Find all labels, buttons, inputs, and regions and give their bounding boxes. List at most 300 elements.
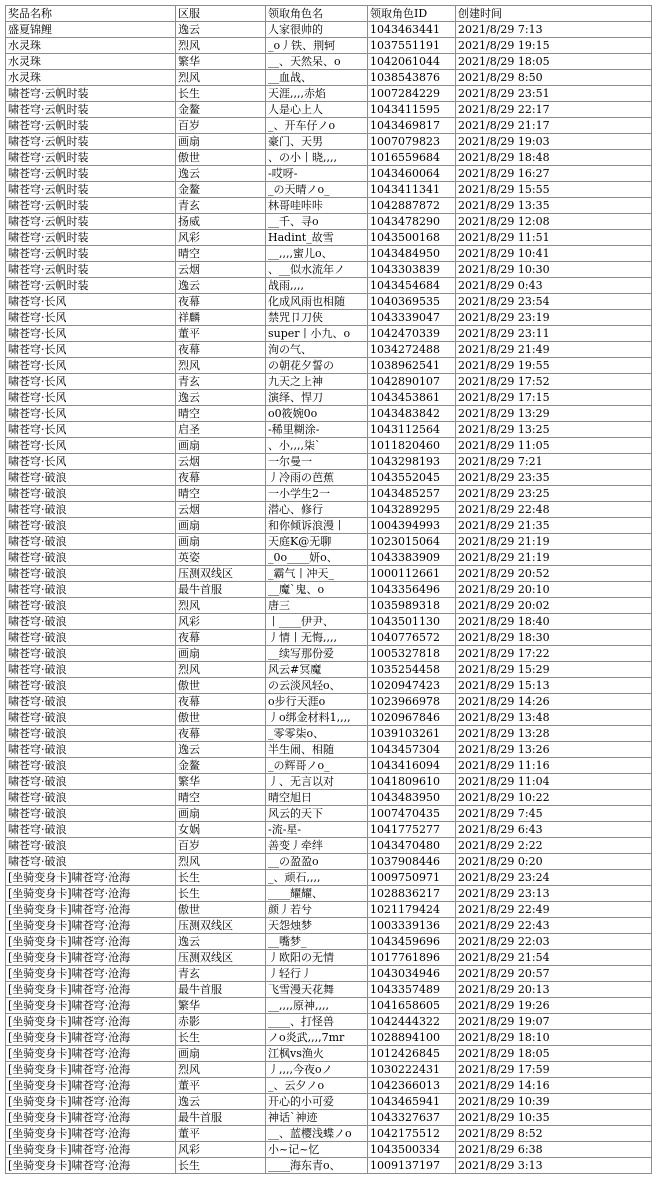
- cell-created-time: 2021/8/29 11:16: [456, 758, 652, 774]
- cell-server: 风彩: [176, 614, 266, 630]
- cell-server: 压测双线区: [176, 566, 266, 582]
- cell-prize-name: 啸苍穹·破浪: [6, 598, 176, 614]
- cell-server: 晴空: [176, 406, 266, 422]
- cell-created-time: 2021/8/29 8:50: [456, 70, 652, 86]
- cell-created-time: 2021/8/29 18:05: [456, 1046, 652, 1062]
- table-row: [6, 934, 652, 950]
- cell-role-name: 潜心、修行: [266, 502, 368, 518]
- cell-created-time: 2021/8/29 6:43: [456, 822, 652, 838]
- cell-server: 繁华: [176, 54, 266, 70]
- cell-server: 夜幕: [176, 630, 266, 646]
- table-row: [6, 214, 652, 230]
- cell-server: 夜幕: [176, 694, 266, 710]
- cell-role-name: 丿轻行丿: [266, 966, 368, 982]
- table-row: [6, 454, 652, 470]
- cell-prize-name: 啸苍穹·破浪: [6, 630, 176, 646]
- cell-role-id: 1043356496: [368, 582, 456, 598]
- cell-created-time: 2021/8/29 21:19: [456, 550, 652, 566]
- cell-role-id: 1017761896: [368, 950, 456, 966]
- cell-created-time: 2021/8/29 15:13: [456, 678, 652, 694]
- cell-created-time: 2021/8/29 22:17: [456, 102, 652, 118]
- cell-role-name: -流-星-: [266, 822, 368, 838]
- cell-prize-name: 啸苍穹·破浪: [6, 790, 176, 806]
- cell-role-name: __魔`鬼、o: [266, 582, 368, 598]
- cell-created-time: 2021/8/29 7:21: [456, 454, 652, 470]
- cell-server: 金鳌: [176, 182, 266, 198]
- cell-server: 画扇: [176, 806, 266, 822]
- cell-prize-name: [坐骑变身卡]啸苍穹·沧海: [6, 1110, 176, 1126]
- table-row: [6, 790, 652, 806]
- cell-role-id: 1043552045: [368, 470, 456, 486]
- cell-role-id: 1028894100: [368, 1030, 456, 1046]
- table-row: [6, 294, 652, 310]
- cell-role-id: 1035254458: [368, 662, 456, 678]
- cell-server: 董平: [176, 326, 266, 342]
- cell-created-time: 2021/8/29 18:48: [456, 150, 652, 166]
- cell-server: 最牛首服: [176, 1110, 266, 1126]
- cell-prize-name: 啸苍穹·破浪: [6, 486, 176, 502]
- cell-role-name: 和你倾诉浪漫丨: [266, 518, 368, 534]
- cell-server: 最牛首服: [176, 982, 266, 998]
- cell-role-id: 1007284229: [368, 86, 456, 102]
- cell-role-name: __,,,,蜜儿o、: [266, 246, 368, 262]
- table-row: [6, 614, 652, 630]
- table-row: [6, 726, 652, 742]
- cell-role-name: 人家很帅的: [266, 22, 368, 38]
- cell-role-id: 1043484950: [368, 246, 456, 262]
- cell-created-time: 2021/8/29 22:49: [456, 902, 652, 918]
- cell-created-time: 2021/8/29 12:08: [456, 214, 652, 230]
- cell-server: 逸云: [176, 22, 266, 38]
- cell-server: 画扇: [176, 534, 266, 550]
- cell-created-time: 2021/8/29 21:17: [456, 118, 652, 134]
- cell-role-name: 一尔曼一: [266, 454, 368, 470]
- table-row: [6, 486, 652, 502]
- cell-role-id: 1043339047: [368, 310, 456, 326]
- table-row: [6, 1142, 652, 1158]
- cell-created-time: 2021/8/29 23:51: [456, 86, 652, 102]
- cell-role-name: 半生闹、相随: [266, 742, 368, 758]
- cell-role-id: 1043411341: [368, 182, 456, 198]
- cell-prize-name: [坐骑变身卡]啸苍穹·沧海: [6, 902, 176, 918]
- cell-created-time: 2021/8/29 11:04: [456, 774, 652, 790]
- cell-server: 长生: [176, 1030, 266, 1046]
- cell-created-time: 2021/8/29 20:57: [456, 966, 652, 982]
- cell-role-name: 风云#冥魔: [266, 662, 368, 678]
- cell-created-time: 2021/8/29 19:55: [456, 358, 652, 374]
- table-row: [6, 1110, 652, 1126]
- cell-role-name: 颜丿若兮: [266, 902, 368, 918]
- cell-server: 压测双线区: [176, 918, 266, 934]
- cell-prize-name: [坐骑变身卡]啸苍穹·沧海: [6, 950, 176, 966]
- table-row: [6, 422, 652, 438]
- table-row: [6, 998, 652, 1014]
- cell-created-time: 2021/8/29 10:22: [456, 790, 652, 806]
- cell-prize-name: 啸苍穹·长风: [6, 438, 176, 454]
- cell-role-name: 晴空旭日: [266, 790, 368, 806]
- cell-role-id: 1007079823: [368, 134, 456, 150]
- cell-prize-name: 啸苍穹·破浪: [6, 518, 176, 534]
- table-row: [6, 182, 652, 198]
- cell-prize-name: [坐骑变身卡]啸苍穹·沧海: [6, 1158, 176, 1174]
- cell-prize-name: 啸苍穹·云帆时装: [6, 246, 176, 262]
- cell-role-name: __血战、: [266, 70, 368, 86]
- cell-prize-name: 啸苍穹·破浪: [6, 854, 176, 870]
- table-row: [6, 246, 652, 262]
- cell-role-id: 1020947423: [368, 678, 456, 694]
- cell-created-time: 2021/8/29 0:20: [456, 854, 652, 870]
- table-row: [6, 374, 652, 390]
- cell-server: 夜幕: [176, 726, 266, 742]
- table-row: [6, 902, 652, 918]
- cell-role-name: __嘴梦_: [266, 934, 368, 950]
- cell-server: 逸云: [176, 934, 266, 950]
- cell-role-name: 丿情丨无悔,,,,: [266, 630, 368, 646]
- cell-created-time: 2021/8/29 10:30: [456, 262, 652, 278]
- cell-role-id: 1034272488: [368, 342, 456, 358]
- cell-role-name: 善变丿牵绊: [266, 838, 368, 854]
- table-row: [6, 1094, 652, 1110]
- cell-role-id: 1041809610: [368, 774, 456, 790]
- cell-role-id: 1043357489: [368, 982, 456, 998]
- cell-prize-name: 啸苍穹·长风: [6, 374, 176, 390]
- cell-prize-name: [坐骑变身卡]啸苍穹·沧海: [6, 1014, 176, 1030]
- table-row: [6, 406, 652, 422]
- cell-role-id: 1042444322: [368, 1014, 456, 1030]
- cell-created-time: 2021/8/29 19:15: [456, 38, 652, 54]
- cell-role-name: の朝花夕誓の: [266, 358, 368, 374]
- cell-role-name: 天庭K@无聊: [266, 534, 368, 550]
- cell-role-id: 1043457304: [368, 742, 456, 758]
- cell-role-id: 1043478290: [368, 214, 456, 230]
- cell-prize-name: 啸苍穹·云帆时装: [6, 102, 176, 118]
- cell-role-id: 1012426845: [368, 1046, 456, 1062]
- cell-role-name: 丿,,,,今夜oノ: [266, 1062, 368, 1078]
- cell-created-time: 2021/8/29 17:52: [456, 374, 652, 390]
- cell-created-time: 2021/8/29 11:51: [456, 230, 652, 246]
- cell-created-time: 2021/8/29 23:24: [456, 870, 652, 886]
- cell-created-time: 2021/8/29 17:22: [456, 646, 652, 662]
- cell-server: 画扇: [176, 438, 266, 454]
- cell-role-name: __千、寻o: [266, 214, 368, 230]
- cell-prize-name: 啸苍穹·长风: [6, 358, 176, 374]
- cell-role-name: 神话`神迹: [266, 1110, 368, 1126]
- cell-created-time: 2021/8/29 23:35: [456, 470, 652, 486]
- cell-server: 青玄: [176, 374, 266, 390]
- cell-server: 逸云: [176, 742, 266, 758]
- cell-role-name: ____、打怪兽: [266, 1014, 368, 1030]
- cell-created-time: 2021/8/29 17:59: [456, 1062, 652, 1078]
- table-row: [6, 230, 652, 246]
- cell-role-name: -稀里糊涂-: [266, 422, 368, 438]
- cell-server: 董平: [176, 1078, 266, 1094]
- table-row: [6, 694, 652, 710]
- cell-role-id: 1043453861: [368, 390, 456, 406]
- cell-server: 夜幕: [176, 342, 266, 358]
- cell-role-name: 丿、无言以对: [266, 774, 368, 790]
- cell-role-id: 1043034946: [368, 966, 456, 982]
- cell-prize-name: [坐骑变身卡]啸苍穹·沧海: [6, 1062, 176, 1078]
- table-row: [6, 438, 652, 454]
- cell-created-time: 2021/8/29 22:03: [456, 934, 652, 950]
- cell-server: 傲世: [176, 678, 266, 694]
- cell-role-name: o步行天涯o: [266, 694, 368, 710]
- table-row: [6, 550, 652, 566]
- cell-role-name: の云淡风轻o、: [266, 678, 368, 694]
- cell-prize-name: 啸苍穹·长风: [6, 454, 176, 470]
- cell-created-time: 2021/8/29 23:25: [456, 486, 652, 502]
- header-row: [6, 6, 652, 22]
- cell-server: 逸云: [176, 390, 266, 406]
- cell-role-name: _o丿铁、荆轲: [266, 38, 368, 54]
- cell-created-time: 2021/8/29 6:38: [456, 1142, 652, 1158]
- table-row: [6, 150, 652, 166]
- cell-role-id: 1042175512: [368, 1126, 456, 1142]
- cell-role-id: 1042061044: [368, 54, 456, 70]
- cell-created-time: 2021/8/29 19:03: [456, 134, 652, 150]
- cell-server: 晴空: [176, 790, 266, 806]
- cell-role-name: -哎呀-: [266, 166, 368, 182]
- table-row: [6, 262, 652, 278]
- cell-role-name: 人是心上人: [266, 102, 368, 118]
- cell-role-name: super丨小九、o: [266, 326, 368, 342]
- cell-role-id: 1042366013: [368, 1078, 456, 1094]
- table-row: [6, 1126, 652, 1142]
- cell-server: 傲世: [176, 710, 266, 726]
- table-row: [6, 1030, 652, 1046]
- table-row: [6, 1046, 652, 1062]
- cell-server: 风彩: [176, 230, 266, 246]
- cell-role-name: __、蓝樱浅蝶ノo: [266, 1126, 368, 1142]
- cell-prize-name: [坐骑变身卡]啸苍穹·沧海: [6, 1046, 176, 1062]
- cell-role-id: 1043289295: [368, 502, 456, 518]
- cell-created-time: 2021/8/29 14:16: [456, 1078, 652, 1094]
- cell-role-id: 1009750971: [368, 870, 456, 886]
- cell-role-name: 天涯,,,,赤焰: [266, 86, 368, 102]
- cell-prize-name: 啸苍穹·破浪: [6, 822, 176, 838]
- cell-role-name: o0筱婉0o: [266, 406, 368, 422]
- cell-role-name: 丿欧阳の无情: [266, 950, 368, 966]
- cell-prize-name: 啸苍穹·破浪: [6, 470, 176, 486]
- cell-created-time: 2021/8/29 20:52: [456, 566, 652, 582]
- cell-server: 长生: [176, 1158, 266, 1174]
- cell-prize-name: 啸苍穹·云帆时装: [6, 198, 176, 214]
- cell-role-id: 1043500334: [368, 1142, 456, 1158]
- cell-server: 长生: [176, 870, 266, 886]
- cell-created-time: 2021/8/29 11:05: [456, 438, 652, 454]
- cell-server: 繁华: [176, 774, 266, 790]
- table-row: [6, 1078, 652, 1094]
- cell-role-id: 1042470339: [368, 326, 456, 342]
- cell-created-time: 2021/8/29 15:55: [456, 182, 652, 198]
- cell-prize-name: 啸苍穹·云帆时装: [6, 134, 176, 150]
- table-row: [6, 1158, 652, 1174]
- cell-created-time: 2021/8/29 22:43: [456, 918, 652, 934]
- cell-role-name: _の天晴ノo_: [266, 182, 368, 198]
- cell-server: 扬威: [176, 214, 266, 230]
- cell-prize-name: 啸苍穹·云帆时装: [6, 150, 176, 166]
- cell-role-id: 1043454684: [368, 278, 456, 294]
- cell-created-time: 2021/8/29 3:13: [456, 1158, 652, 1174]
- cell-prize-name: [坐骑变身卡]啸苍穹·沧海: [6, 886, 176, 902]
- cell-role-name: 唐三: [266, 598, 368, 614]
- cell-server: 繁华: [176, 998, 266, 1014]
- cell-role-id: 1043327637: [368, 1110, 456, 1126]
- table-row: [6, 102, 652, 118]
- cell-role-name: 、の小丨晓,,,,: [266, 150, 368, 166]
- cell-prize-name: 啸苍穹·长风: [6, 294, 176, 310]
- table-row: [6, 966, 652, 982]
- cell-created-time: 2021/8/29 14:26: [456, 694, 652, 710]
- cell-role-id: 1038962541: [368, 358, 456, 374]
- table-row: [6, 86, 652, 102]
- cell-role-id: 1039103261: [368, 726, 456, 742]
- table-row: [6, 838, 652, 854]
- cell-server: 画扇: [176, 518, 266, 534]
- cell-role-id: 1043501130: [368, 614, 456, 630]
- cell-server: 逸云: [176, 278, 266, 294]
- cell-prize-name: 水灵珠: [6, 70, 176, 86]
- cell-created-time: 2021/8/29 20:10: [456, 582, 652, 598]
- cell-prize-name: 啸苍穹·破浪: [6, 534, 176, 550]
- table-row: [6, 278, 652, 294]
- cell-prize-name: [坐骑变身卡]啸苍穹·沧海: [6, 1142, 176, 1158]
- cell-role-id: 1041775277: [368, 822, 456, 838]
- cell-server: 晴空: [176, 246, 266, 262]
- cell-role-id: 1043500168: [368, 230, 456, 246]
- cell-role-id: 1040369535: [368, 294, 456, 310]
- table-row: [6, 806, 652, 822]
- table-row: [6, 310, 652, 326]
- cell-prize-name: 啸苍穹·破浪: [6, 838, 176, 854]
- cell-prize-name: 啸苍穹·长风: [6, 326, 176, 342]
- cell-role-id: 1043483950: [368, 790, 456, 806]
- cell-role-id: 1043459696: [368, 934, 456, 950]
- cell-role-id: 1023015064: [368, 534, 456, 550]
- cell-role-name: Hadint_故雪: [266, 230, 368, 246]
- cell-role-name: _霸气丨冲天_: [266, 566, 368, 582]
- cell-role-name: 天怨烛梦: [266, 918, 368, 934]
- cell-server: 烈风: [176, 598, 266, 614]
- table-row: [6, 22, 652, 38]
- cell-created-time: 2021/8/29 19:07: [456, 1014, 652, 1030]
- cell-role-id: 1021179424: [368, 902, 456, 918]
- cell-prize-name: 水灵珠: [6, 54, 176, 70]
- cell-role-id: 1037551191: [368, 38, 456, 54]
- cell-prize-name: [坐骑变身卡]啸苍穹·沧海: [6, 870, 176, 886]
- cell-server: 烈风: [176, 854, 266, 870]
- cell-created-time: 2021/8/29 13:35: [456, 198, 652, 214]
- cell-created-time: 2021/8/29 20:13: [456, 982, 652, 998]
- table-row: [6, 166, 652, 182]
- table-row: [6, 678, 652, 694]
- cell-role-id: 1030222431: [368, 1062, 456, 1078]
- cell-server: 画扇: [176, 646, 266, 662]
- cell-role-name: 洵の气、: [266, 342, 368, 358]
- cell-prize-name: 啸苍穹·破浪: [6, 806, 176, 822]
- cell-prize-name: 啸苍穹·破浪: [6, 662, 176, 678]
- cell-created-time: 2021/8/29 17:15: [456, 390, 652, 406]
- cell-server: 风彩: [176, 1142, 266, 1158]
- cell-role-name: 化成风雨也相随: [266, 294, 368, 310]
- table-row: [6, 566, 652, 582]
- cell-server: 最牛首服: [176, 582, 266, 598]
- table-row: [6, 950, 652, 966]
- table-row: [6, 886, 652, 902]
- table-row: [6, 534, 652, 550]
- cell-prize-name: 啸苍穹·长风: [6, 310, 176, 326]
- prize-claim-sheet: [5, 5, 652, 1174]
- cell-prize-name: 啸苍穹·破浪: [6, 582, 176, 598]
- cell-role-name: 飞雪漫天花舞: [266, 982, 368, 998]
- cell-role-name: 开心的小可爱: [266, 1094, 368, 1110]
- cell-role-name: _0o____妍o、: [266, 550, 368, 566]
- table-row: [6, 470, 652, 486]
- cell-role-id: 1043485257: [368, 486, 456, 502]
- cell-role-name: 江枫vs渔火: [266, 1046, 368, 1062]
- cell-created-time: 2021/8/29 18:40: [456, 614, 652, 630]
- cell-server: 画扇: [176, 1046, 266, 1062]
- cell-prize-name: 啸苍穹·云帆时装: [6, 86, 176, 102]
- cell-server: 赤影: [176, 1014, 266, 1030]
- cell-server: 长生: [176, 86, 266, 102]
- cell-created-time: 2021/8/29 16:27: [456, 166, 652, 182]
- cell-role-name: _、开车仔ノo: [266, 118, 368, 134]
- header-created-time: 创建时间: [456, 6, 652, 22]
- cell-created-time: 2021/8/29 7:13: [456, 22, 652, 38]
- cell-server: 烈风: [176, 358, 266, 374]
- cell-created-time: 2021/8/29 10:35: [456, 1110, 652, 1126]
- table-row: [6, 358, 652, 374]
- cell-role-name: _の辉哥ノo_: [266, 758, 368, 774]
- cell-created-time: 2021/8/29 20:02: [456, 598, 652, 614]
- cell-prize-name: 啸苍穹·长风: [6, 422, 176, 438]
- table-row: [6, 1014, 652, 1030]
- cell-server: 烈风: [176, 38, 266, 54]
- cell-server: 女娲: [176, 822, 266, 838]
- cell-role-id: 1028836217: [368, 886, 456, 902]
- cell-prize-name: 啸苍穹·云帆时装: [6, 118, 176, 134]
- cell-created-time: 2021/8/29 21:54: [456, 950, 652, 966]
- cell-role-id: 1043463441: [368, 22, 456, 38]
- cell-server: 百岁: [176, 118, 266, 134]
- table-row: [6, 118, 652, 134]
- cell-server: 董平: [176, 1126, 266, 1142]
- cell-prize-name: [坐骑变身卡]啸苍穹·沧海: [6, 1126, 176, 1142]
- cell-role-name: __续写那份爱: [266, 646, 368, 662]
- cell-role-name: __、天然呆、o: [266, 54, 368, 70]
- cell-prize-name: 啸苍穹·破浪: [6, 758, 176, 774]
- cell-prize-name: 水灵珠: [6, 38, 176, 54]
- table-row: [6, 390, 652, 406]
- cell-role-name: 禁咒卩刀侠: [266, 310, 368, 326]
- cell-role-id: 1009137197: [368, 1158, 456, 1174]
- table-row: [6, 326, 652, 342]
- cell-created-time: 2021/8/29 23:19: [456, 310, 652, 326]
- cell-role-name: 、__似水流年ノ: [266, 262, 368, 278]
- cell-prize-name: 啸苍穹·云帆时装: [6, 182, 176, 198]
- cell-role-name: 丨____伊尹、: [266, 614, 368, 630]
- cell-created-time: 2021/8/29 21:49: [456, 342, 652, 358]
- cell-role-id: 1043469817: [368, 118, 456, 134]
- cell-server: 启圣: [176, 422, 266, 438]
- cell-role-name: 战雨,,,,: [266, 278, 368, 294]
- cell-created-time: 2021/8/29 8:52: [456, 1126, 652, 1142]
- table-row: [6, 630, 652, 646]
- cell-created-time: 2021/8/29 21:19: [456, 534, 652, 550]
- cell-prize-name: 啸苍穹·破浪: [6, 774, 176, 790]
- cell-server: 傲世: [176, 150, 266, 166]
